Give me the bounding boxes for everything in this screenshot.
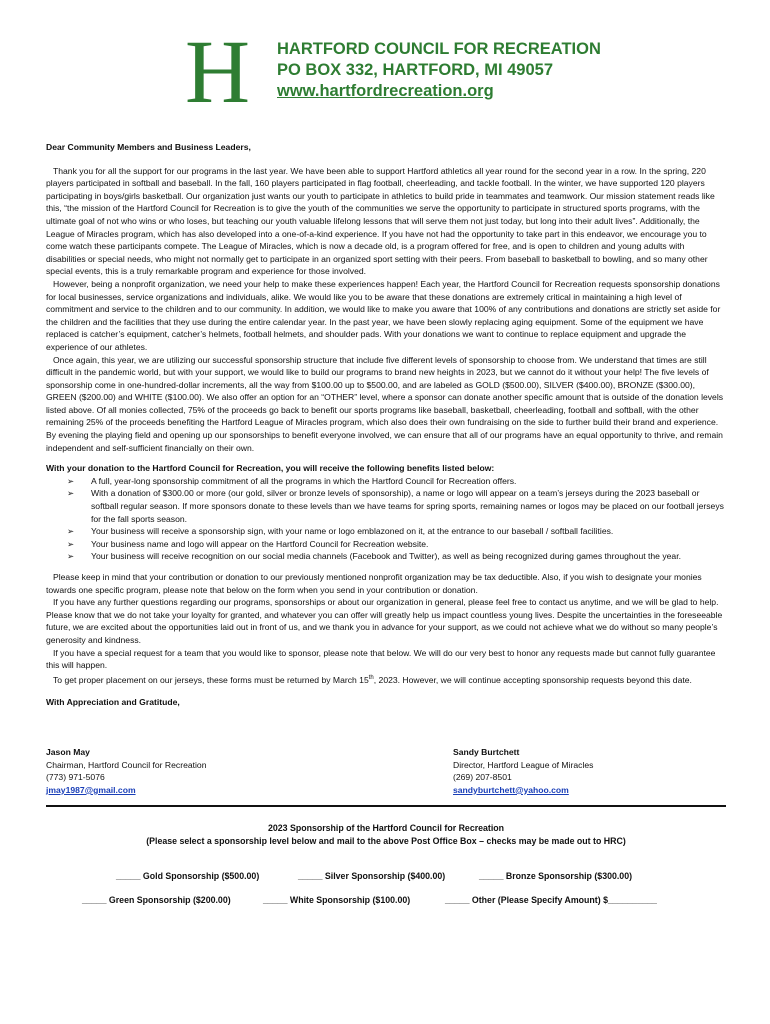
paragraph-2: However, being a nonprofit organization, we need your help to make these experiences happen! Each year, the Hartford Council for Recreation requests sponsorship donations for local businesses, service organizations and individuals, alike. We would like you to be aware that these donations are extremely critical in maintaining a high level of commitment and service to the children and to our community. In addition, we would like to make you aware that 100% of any contributions and donations are strictly set aside for the children and the facilities that they use during the entire calendar year. In the past year, we have been slowly replacing aging equipment. Some of the equipment we have replaced is catcher’s equipment, catcher’s helmets, football helmets, and shoulder pads. With your donations we want to continue to replace equipment and upgrade the experience of our athletes. (46, 278, 721, 352)
paragraph-7: To get proper placement on our jerseys, these forms must be returned by March 15th, 2023. However, we will continue accepting sponsorship requests beyond this date. (53, 674, 692, 685)
signer-email-link[interactable]: sandyburtchett@yahoo.com (453, 784, 569, 795)
list-item: ➢ A full, year-long sponsorship commitment of all the programs in which the Hartford Council for Recreation offers. (67, 475, 517, 486)
section-divider (46, 805, 726, 807)
signer-name: Sandy Burtchett (453, 747, 520, 757)
list-item: ➢ Your business name and logo will appear on the Hartford Council for Recreation website. (67, 538, 429, 549)
letter-body (46, 141, 726, 709)
form-title: 2023 Sponsorship of the Hartford Council for Recreation (Please select a sponsorship level below and mail to the above Post Office Box – checks may be made out to HRC) (146, 823, 626, 846)
benefits-list (46, 475, 726, 563)
arrow-bullet-icon: ➢ (67, 475, 75, 486)
website-link[interactable]: www.hartfordrecreation.org (277, 82, 494, 100)
paragraph-5: If you have any further questions regarding our programs, sponsorships or about our organization in general, please feel free to contact us anytime, and we will be glad to help. Please know that we do not take your loyalty for granted, and whatever you can offer will greatly help us impact countless young lives. Despite the uncertainties in the foreseeable future, we are excited about the opportunities laid out in front of us, and we thank you in advance for your support, as we could not achieve what we do without so many people’s generosity and kindness. (46, 597, 723, 645)
hartford-logo: H (185, 23, 250, 122)
org-name: HARTFORD COUNCIL FOR RECREATION (277, 40, 601, 58)
paragraph-6: If you have a special request for a team that you would like to sponsor, please note that below. We will do our very best to honor any requests made but cannot fully guarantee this will happen. (46, 647, 716, 671)
org-address: PO BOX 332, HARTFORD, MI 49057 (277, 61, 553, 79)
gold-sponsorship-option[interactable]: _____ Gold Sponsorship ($500.00) (116, 871, 260, 881)
silver-sponsorship-option[interactable]: _____ Silver Sponsorship ($400.00) (298, 871, 446, 881)
signer-title: Chairman, Hartford Council for Recreation (46, 759, 207, 770)
paragraph-3: Once again, this year, we are utilizing our successful sponsorship structure that include five different levels of sponsorship to choose from. We understand that times are still difficult in the pandemic world, but with your support, we would like to build our programs to brand new heights in 2023, but we cannot do it without your help! The five levels of sponsorship come in one-hundred-dollar increments, all the way from $100.00 up to $500.00, and are labeled as GOLD ($500.00), SILVER ($400.00), BRONZE ($300.00), GREEN ($200.00) and WHITE ($100.00). We also offer an option for an “OTHER” level, where a sponsor can donate another specific amount that is outside of the donation levels listed above. Of all monies collected, 75% of the proceeds go back to benefit our sports programs like baseball, basketball, cheerleading, football and softball, with the other remaining 25% of the proceeds benefiting the Hartford League of Miracles program, which also does their own fundraising on the side to further build their brand and experience. By evening the playing field and opening up our sponsorships to benefit everyone involved, we can ensure that all of our programs have an equal opportunity to thrive, and remain independent and self-sufficient financially on their own. (46, 354, 724, 453)
signer-email-link[interactable]: jmay1987@gmail.com (46, 784, 136, 795)
signer-phone: (269) 207-8501 (453, 772, 512, 783)
other-sponsorship-option[interactable]: _____ Other (Please Specify Amount) $__________ (445, 895, 657, 905)
closing: With Appreciation and Gratitude, (46, 697, 180, 708)
bronze-sponsorship-option[interactable]: _____ Bronze Sponsorship ($300.00) (479, 871, 633, 881)
arrow-bullet-icon: ➢ (67, 526, 75, 537)
signer-name: Jason May (46, 747, 90, 757)
benefits-heading: With your donation to the Hartford Council for Recreation, you will receive the following benefits listed below: (46, 463, 495, 474)
list-item: ➢ With a donation of $300.00 or more (our gold, silver or bronze levels of sponsorship), a name or logo will appear on a team’s jerseys during the 2023 baseball or softball regular season. If more sponsors donate to these levels than we have teams for spring sports, remaining names or logos may be placed on our football jerseys for the fall sports season. (67, 488, 724, 524)
paragraph-1: Thank you for all the support for our programs in the last year. We have been able to support Hartford athletics all year round for the second year in a row. In the spring, 220 players participated in softball and baseball. In the fall, 160 players participated in flag football, cheerleading, and tackle football. In the winter, we have supported 120 players participating in boys/girls basketball. Our organization just wants our youth to participate in athletics to build pride in teammates and teamwork. Our mission statement reads like this, “the mission of the Hartford Council for Recreation is to give the youth of the communities we serve the opportunity to participate in structured sports programs, with the ultimate goal of not who wins or who loses, but teaching our youth valuable lifelong lessons that will serve them not just today, but long into their adult lives”. Additionally, the League of Miracles program, which has also developed into a one-of-a-kind experience. If you have not had the opportunity to take part in this endeavor, we encourage you to come watch these participants compete. The League of Miracles, which is now a decade old, is a program offered for free, and is open to children and young adults with disabilities or special needs, who might not normally get to participate in an organized sport setting with their peers. From baseball to basketball to bowling, and so many other special events, this is a truly remarkable program and experience for those involved. (46, 165, 715, 277)
list-item: ➢ Your business will receive recognition on our social media channels (Facebook and Twitter), as well as being recognized during games throughout the year. (67, 551, 681, 562)
salutation: Dear Community Members and Business Leaders, (46, 142, 251, 152)
arrow-bullet-icon: ➢ (67, 538, 75, 549)
signer-phone: (773) 971-5076 (46, 772, 105, 783)
signature-block-right (453, 746, 593, 796)
arrow-bullet-icon: ➢ (67, 488, 75, 499)
green-sponsorship-option[interactable]: _____ Green Sponsorship ($200.00) (82, 895, 231, 905)
paragraph-4: Please keep in mind that your contribution or donation to our previously mentioned nonprofit organization may be tax deductible. Also, if you wish to designate your monies towards one specific program, please note that below on the form when you send in your contribution or donation. (46, 572, 702, 595)
white-sponsorship-option[interactable]: _____ White Sponsorship ($100.00) (263, 895, 411, 905)
signer-title: Director, Hartford League of Miracles (453, 759, 594, 770)
letterhead (277, 39, 601, 102)
signature-block-left (46, 746, 206, 796)
list-item: ➢ Your business will receive a sponsorship sign, with your name or logo emblazoned on it, at the entrance to our baseball / softball facilities. (67, 526, 614, 537)
arrow-bullet-icon: ➢ (67, 551, 75, 562)
